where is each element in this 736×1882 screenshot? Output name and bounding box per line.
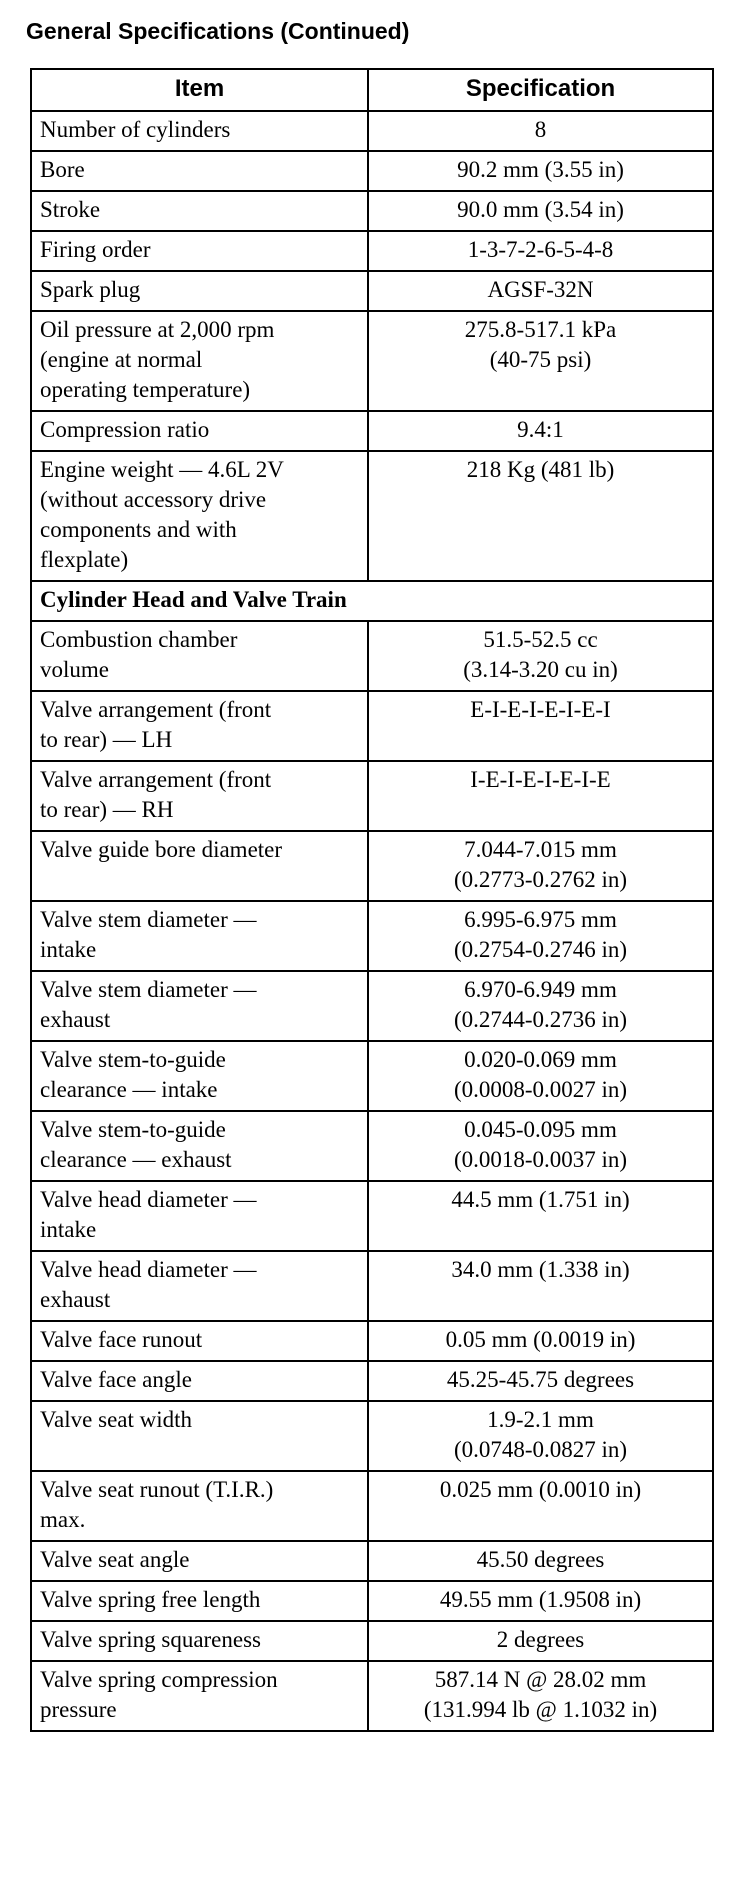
- table-row: [31, 231, 713, 271]
- item-text: exhaust: [40, 1007, 111, 1032]
- specification-text: 34.0 mm (1.338 in): [451, 1257, 630, 1282]
- item-text: Bore: [40, 157, 85, 182]
- item-cell: [31, 1541, 368, 1581]
- specification-text: 6.995-6.975 mm: [464, 907, 617, 932]
- specification-cell: [368, 901, 713, 971]
- specification-text: I-E-I-E-I-E-I-E: [470, 767, 611, 792]
- specification-text: 218 Kg (481 lb): [466, 457, 615, 482]
- item-text: Valve stem diameter —: [40, 907, 257, 932]
- specification-text: (0.2744-0.2736 in): [453, 1007, 628, 1032]
- table-row: [31, 1581, 713, 1621]
- specification-text: 9.4:1: [517, 417, 564, 442]
- table-row: [31, 1401, 713, 1471]
- specification-cell: [368, 1251, 713, 1321]
- specification-cell: [368, 691, 713, 761]
- item-cell: [31, 1621, 368, 1661]
- specification-text: (0.0008-0.0027 in): [453, 1077, 628, 1102]
- item-text: Valve arrangement (front: [40, 767, 272, 792]
- specification-text: 8: [534, 117, 547, 142]
- specification-cell: [368, 451, 713, 581]
- specification-text: (131.994 lb @ 1.1032 in): [423, 1697, 658, 1722]
- item-text: max.: [40, 1507, 86, 1532]
- specification-cell: [368, 1661, 713, 1731]
- table-row: [31, 311, 713, 411]
- table-row: [31, 151, 713, 191]
- item-text: Valve stem-to-guide: [40, 1047, 226, 1072]
- specification-cell: [368, 1621, 713, 1661]
- item-text: Valve stem diameter —: [40, 977, 257, 1002]
- item-text: clearance — exhaust: [40, 1147, 232, 1172]
- table-row: [31, 1321, 713, 1361]
- specification-cell: [368, 1361, 713, 1401]
- page-title: General Specifications (Continued): [26, 18, 410, 44]
- item-text: exhaust: [40, 1287, 111, 1312]
- item-cell: [31, 1181, 368, 1251]
- specification-text: (0.2754-0.2746 in): [453, 937, 628, 962]
- table-row: [31, 971, 713, 1041]
- specification-cell: [368, 1581, 713, 1621]
- item-text: pressure: [40, 1697, 117, 1722]
- table-row: [31, 1251, 713, 1321]
- specification-text: 45.50 degrees: [476, 1547, 605, 1572]
- item-text: Valve face runout: [40, 1327, 203, 1352]
- specification-cell: [368, 971, 713, 1041]
- item-cell: [31, 1251, 368, 1321]
- specification-text: 0.025 mm (0.0010 in): [439, 1477, 642, 1502]
- specification-cell: [368, 411, 713, 451]
- item-cell: [31, 761, 368, 831]
- table-row: [31, 1661, 713, 1731]
- specification-text: 1-3-7-2-6-5-4-8: [467, 237, 614, 262]
- specification-cell: [368, 761, 713, 831]
- table-row: [31, 1541, 713, 1581]
- specification-cell: [368, 1471, 713, 1541]
- table-row: [31, 831, 713, 901]
- specification-text: 0.045-0.095 mm: [464, 1117, 617, 1142]
- table-row: [31, 1181, 713, 1251]
- item-cell: [31, 151, 368, 191]
- specification-cell: [368, 151, 713, 191]
- item-text: Valve spring free length: [40, 1587, 261, 1612]
- specification-text: (0.2773-0.2762 in): [453, 867, 628, 892]
- specification-cell: [368, 231, 713, 271]
- item-text: Valve seat angle: [40, 1547, 190, 1572]
- item-text: Engine weight — 4.6L 2V: [40, 457, 284, 482]
- column-header-specification: Specification: [368, 69, 713, 111]
- specification-text: 0.05 mm (0.0019 in): [445, 1327, 636, 1352]
- item-text: Valve stem-to-guide: [40, 1117, 226, 1142]
- specification-text: 1.9-2.1 mm: [487, 1407, 594, 1432]
- item-text: (engine at normal: [40, 347, 203, 372]
- item-cell: [31, 621, 368, 691]
- table-row: [31, 1361, 713, 1401]
- item-cell: [31, 1321, 368, 1361]
- specification-text: (0.0748-0.0827 in): [453, 1437, 628, 1462]
- specification-text: 6.970-6.949 mm: [464, 977, 617, 1002]
- item-text: volume: [40, 657, 109, 682]
- table-row: [31, 411, 713, 451]
- specification-text: 7.044-7.015 mm: [464, 837, 617, 862]
- item-text: intake: [40, 1217, 97, 1242]
- specification-text: 2 degrees: [496, 1627, 585, 1652]
- item-text: Number of cylinders: [40, 117, 231, 142]
- item-cell: [31, 411, 368, 451]
- specification-text: 90.0 mm (3.54 in): [457, 197, 624, 222]
- specification-cell: [368, 1181, 713, 1251]
- specification-cell: [368, 831, 713, 901]
- specification-cell: [368, 621, 713, 691]
- table-body: [31, 111, 713, 1731]
- specification-cell: [368, 1041, 713, 1111]
- specification-cell: [368, 1401, 713, 1471]
- item-text: Firing order: [40, 237, 151, 262]
- column-header-item: Item: [31, 69, 368, 111]
- item-text: to rear) — LH: [40, 727, 173, 752]
- specification-cell: [368, 1541, 713, 1581]
- item-text: Valve seat width: [40, 1407, 193, 1432]
- item-text: Combustion chamber: [40, 627, 238, 652]
- item-text: components and with: [40, 517, 237, 542]
- item-cell: [31, 1111, 368, 1181]
- item-cell: [31, 1661, 368, 1731]
- section-heading: Cylinder Head and Valve Train: [31, 581, 713, 621]
- specification-text: 275.8-517.1 kPa: [464, 317, 617, 342]
- specification-text: (40-75 psi): [489, 347, 592, 372]
- specification-text: E-I-E-I-E-I-E-I: [470, 697, 611, 722]
- table-row: [31, 1041, 713, 1111]
- specification-text: 49.55 mm (1.9508 in): [439, 1587, 642, 1612]
- specification-text: AGSF-32N: [487, 277, 594, 302]
- table-row: [31, 451, 713, 581]
- table-row: [31, 191, 713, 231]
- table-row: [31, 761, 713, 831]
- item-text: Stroke: [40, 197, 101, 222]
- item-cell: [31, 1361, 368, 1401]
- specification-cell: [368, 271, 713, 311]
- item-text: (without accessory drive: [40, 487, 267, 512]
- specification-text: 44.5 mm (1.751 in): [451, 1187, 630, 1212]
- table-row: [31, 1111, 713, 1181]
- item-text: flexplate): [40, 547, 129, 572]
- item-text: Valve guide bore diameter: [40, 837, 283, 862]
- specification-cell: [368, 1111, 713, 1181]
- table-row: [31, 111, 713, 151]
- specification-cell: [368, 191, 713, 231]
- spec-table: [30, 68, 714, 1732]
- item-cell: [31, 1041, 368, 1111]
- specification-text: (0.0018-0.0037 in): [453, 1147, 628, 1172]
- table-row: [31, 1621, 713, 1661]
- specification-cell: [368, 1321, 713, 1361]
- item-text: Valve arrangement (front: [40, 697, 272, 722]
- section-row: [31, 581, 713, 621]
- item-text: Valve spring compression: [40, 1667, 278, 1692]
- item-cell: [31, 1401, 368, 1471]
- table-row: [31, 901, 713, 971]
- table-row: [31, 691, 713, 761]
- specification-text: (3.14-3.20 cu in): [463, 657, 618, 682]
- item-text: operating temperature): [40, 377, 251, 402]
- specification-text: 587.14 N @ 28.02 mm: [434, 1667, 647, 1692]
- specification-text: 90.2 mm (3.55 in): [457, 157, 624, 182]
- item-text: Spark plug: [40, 277, 141, 302]
- item-cell: [31, 451, 368, 581]
- item-text: Valve face angle: [40, 1367, 192, 1392]
- item-text: Valve spring squareness: [40, 1627, 262, 1652]
- item-text: clearance — intake: [40, 1077, 218, 1102]
- item-text: to rear) — RH: [40, 797, 174, 822]
- item-cell: [31, 271, 368, 311]
- item-cell: [31, 191, 368, 231]
- item-cell: [31, 971, 368, 1041]
- item-text: Oil pressure at 2,000 rpm: [40, 317, 275, 342]
- item-text: intake: [40, 937, 97, 962]
- item-text: Valve head diameter —: [40, 1257, 257, 1282]
- item-cell: [31, 901, 368, 971]
- specification-text: 51.5-52.5 cc: [483, 627, 598, 652]
- item-text: Valve head diameter —: [40, 1187, 257, 1212]
- table-row: [31, 1471, 713, 1541]
- item-cell: [31, 231, 368, 271]
- item-cell: [31, 1471, 368, 1541]
- item-cell: [31, 1581, 368, 1621]
- item-cell: [31, 691, 368, 761]
- specification-cell: [368, 111, 713, 151]
- item-text: Valve seat runout (T.I.R.): [40, 1477, 274, 1502]
- item-text: Compression ratio: [40, 417, 210, 442]
- item-cell: [31, 111, 368, 151]
- table-row: [31, 271, 713, 311]
- table-header-row: [31, 69, 713, 111]
- item-cell: [31, 831, 368, 901]
- specification-text: 45.25-45.75 degrees: [446, 1367, 635, 1392]
- specification-cell: [368, 311, 713, 411]
- table-row: [31, 621, 713, 691]
- item-cell: [31, 311, 368, 411]
- specification-text: 0.020-0.069 mm: [464, 1047, 617, 1072]
